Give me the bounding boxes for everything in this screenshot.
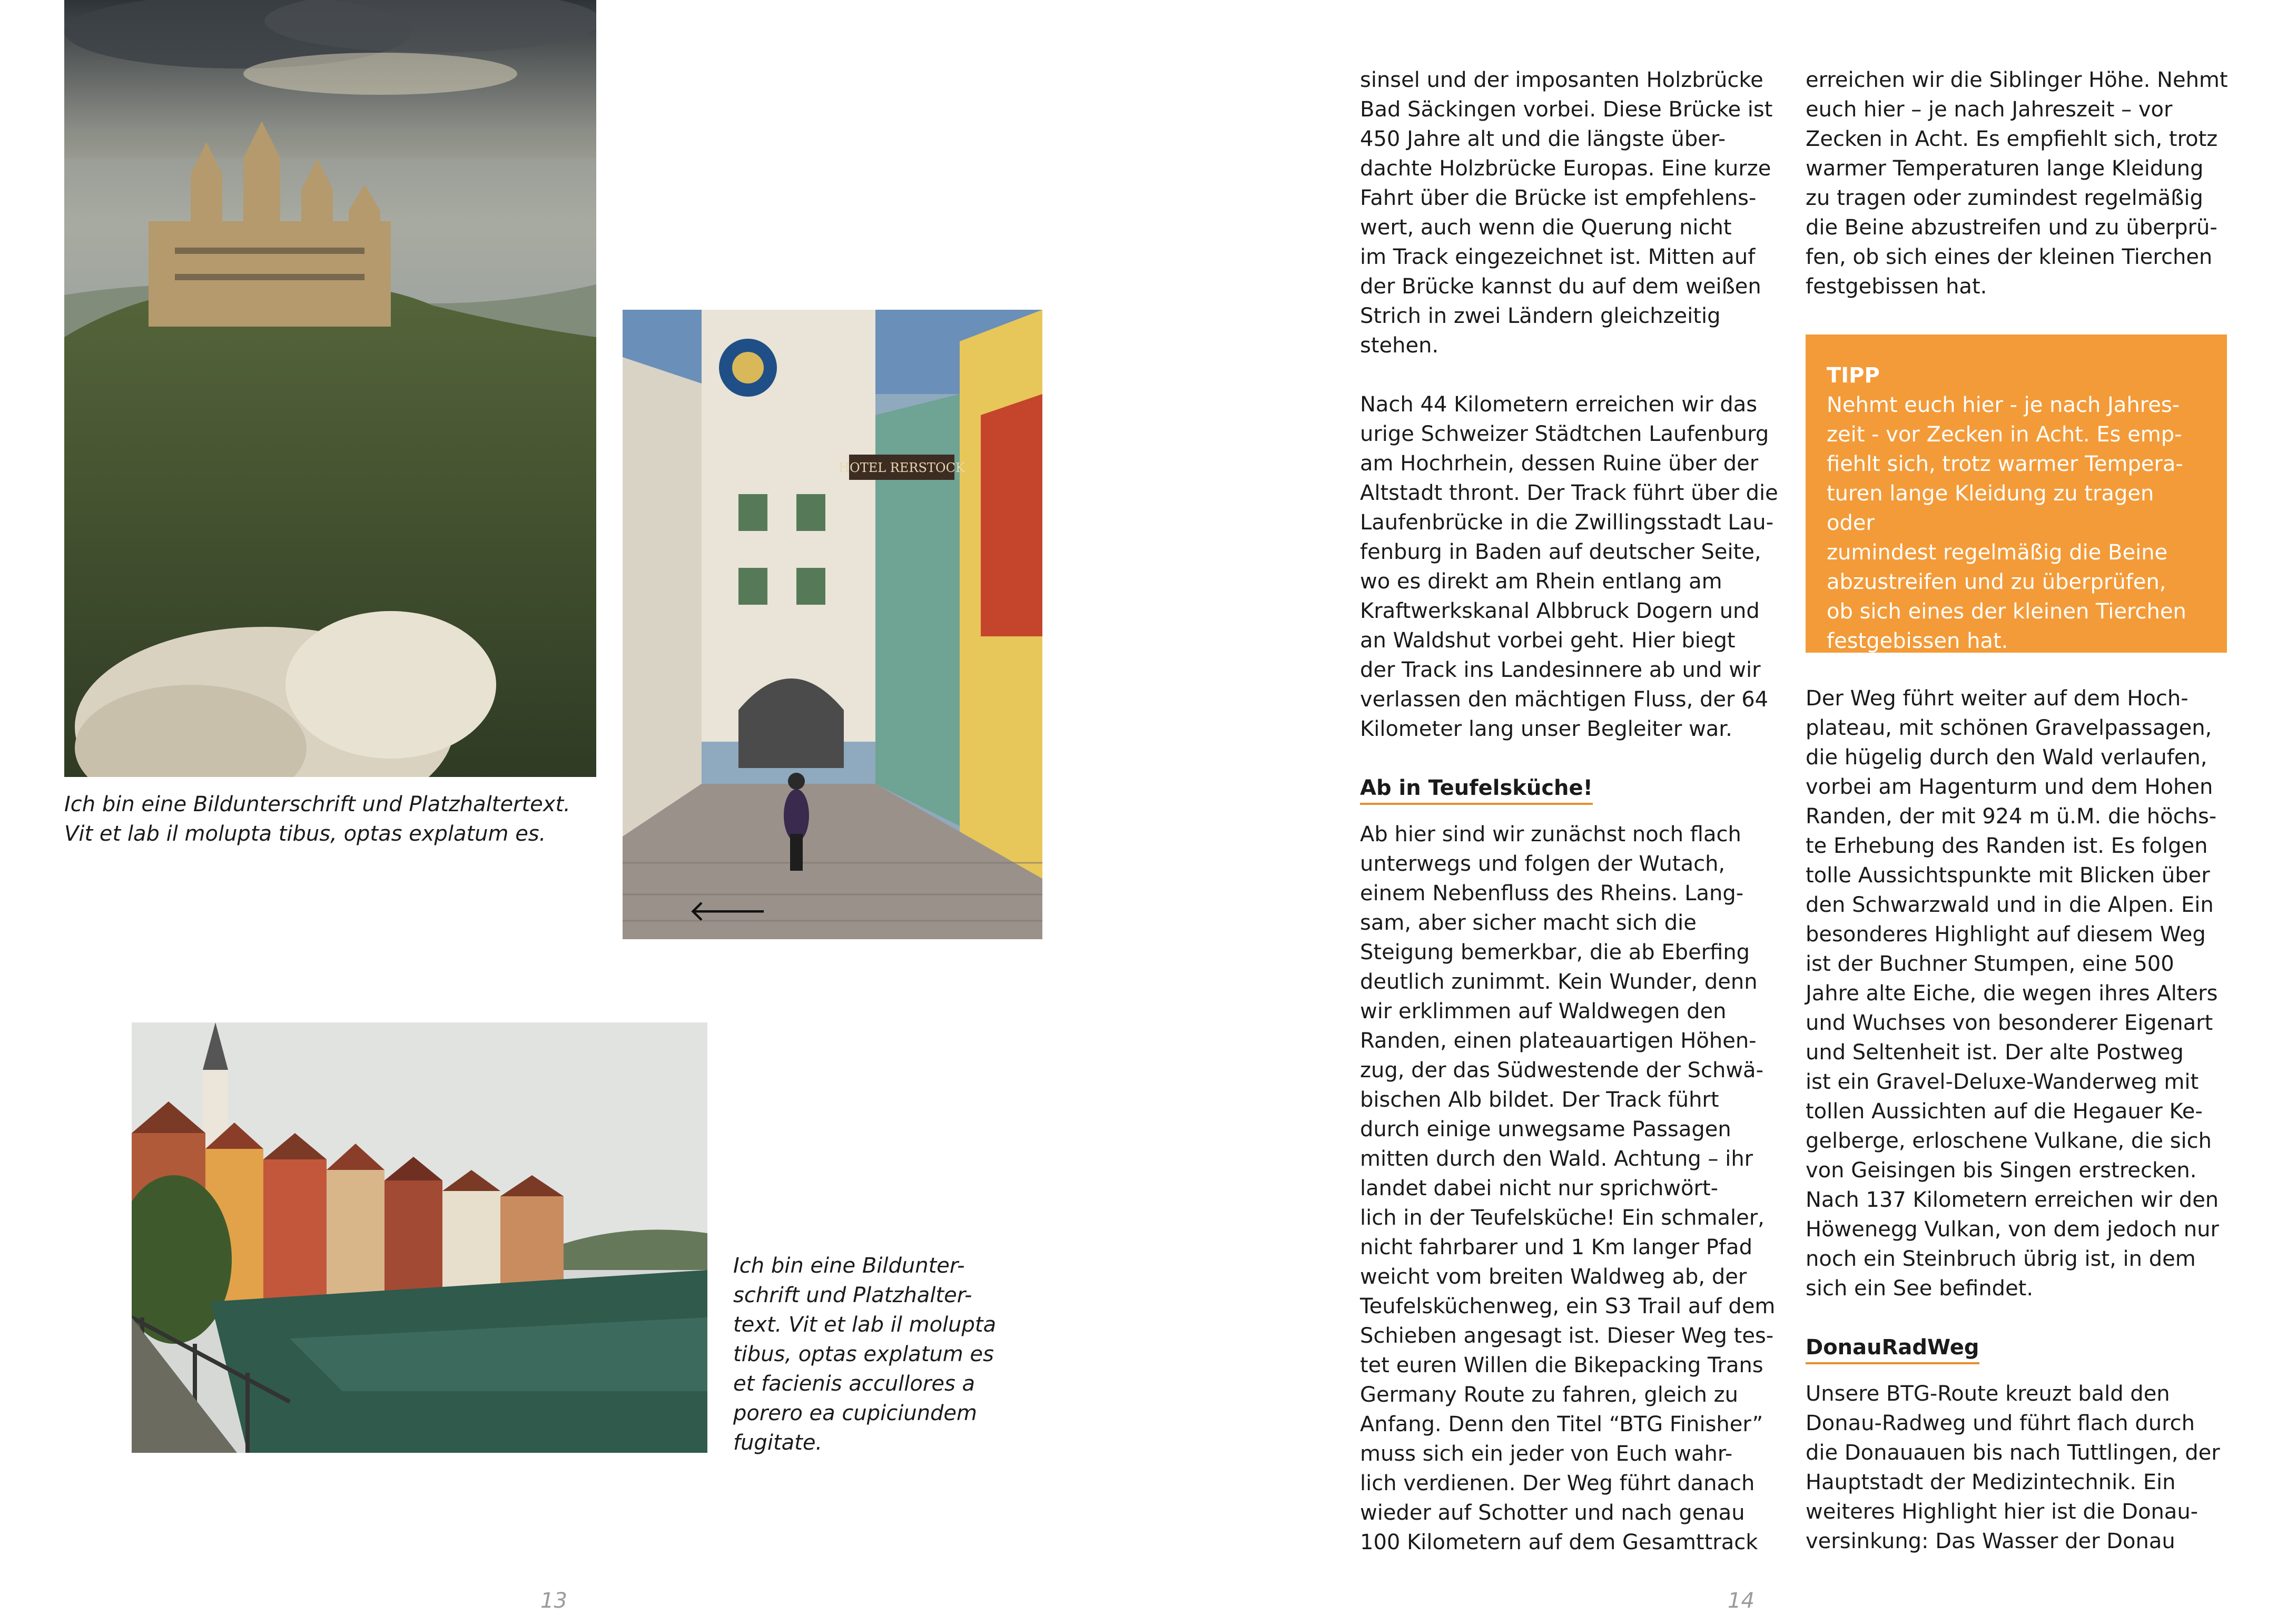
left-page [0,0,1138,1624]
paragraph-hochplateau: Der Weg führt weiter auf dem Hoch- plateau, mit schönen Gravelpassagen, die hügelig durch den Wald verlaufen, vorbei am Hagenturm und dem Hohen Randen, der mit 924 m ü.M. die höchs- te Erhebung des Randen ist. Es folgen tolle Aussichtspunkte mit Blicken über den Schwarzwald und in die Alpen. Ein besonderes Highlight auf diesem Weg ist der Buchner Stumpen, eine 500 Jahre alte Eiche, die wegen ihres Alters und Wuchses von besonderer Eigenart und Seltenheit ist. Der alte Postweg ist ein Gravel-Deluxe-Wanderweg mit tollen Aussichten auf die Hegauer Ke- gelberge, erloschene Vulkane, die sich von Geisingen bis Singen erstrecken. Nach 137 Kilometern erreichen wir den Höwenegg Vulkan, von dem jedoch nur noch ein Steinbruch übrig ist, in dem sich ein See befindet. [1806,686,2219,1301]
paragraph-siblinger-hoehe: erreichen wir die Siblinger Höhe. Nehmt euch hier – je nach Jahreszeit – vor Zecken in Acht. Es empfiehlt sich, trotz warmer Temperaturen lange Kleidung zu tragen oder zumindest regelmäßig die Beine abzustreifen und zu überprü- fen, ob sich eines der kleinen Tierchen festgebissen hat. [1806,68,2228,299]
caption-river-town: Ich bin eine Bildunter- schrift und Platzhalter- text. Vit et lab il molupta tibus, optas explatum es et facienis accullores a porero ea cupiciundem fugitate. [733,1254,997,1455]
paragraph-laufenburg: Nach 44 Kilometern erreichen wir das urige Schweizer Städtchen Laufenburg am Hochrhein, dessen Ruine über der Altstadt thront. Der Track führt über die Laufenbrücke in die Zwillingsstadt Lau- fenburg in Baden auf deutscher Seite, wo es direkt am Rhein entlang am Kraftwerkskanal Albbruck Dogern und an Waldshut vorbei geht. Hier biegt der Track ins Landesinnere ab und wir verlassen den mächtigen Fluss, der 64 Kilometer lang unser Begleiter war. [1360,392,1778,741]
text-column-2 [1806,65,2232,301]
street-photo [623,310,1042,939]
castle-photo [64,0,596,777]
hotel-sign-text: HOTEL RERSTOCK [839,460,965,475]
tip-title: TIPP [1827,363,1880,388]
text-column-2-continued [1806,684,2232,1556]
paragraph-bridge: sinsel und der imposanten Holzbrücke Bad Säckingen vorbei. Diese Brücke ist 450 Jahre alt und die längste über- dachte Holzbrücke Europas. Eine kurze Fahrt über die Brücke ist empfehlens- wert, auch wenn die Querung nicht im Track eingezeichnet ist. Mitten auf der Brücke kannst du auf dem weißen Strich in zwei Ländern gleichzeitig stehen. [1360,68,1773,358]
page-number-left: 13 [540,1589,567,1613]
tip-body: Nehmt euch hier - je nach Jahres- zeit - vor Zecken in Acht. Es emp- fiehlt sich, trotz warmer Tempera- turen lange Kleidung zu tragen oder zumindest regelmäßig die Beine abzustreifen und zu überprüfen, ob sich eines der kleinen Tierchen festgebissen hat. [1827,393,2186,653]
right-page [1139,0,2277,1624]
heading-donauradweg: DonauRadWeg [1806,1333,1979,1364]
text-column-1 [1360,65,1781,1557]
river-town-photo [132,1022,707,1453]
heading-teufelskueche: Ab in Teufelsküche! [1360,773,1593,805]
caption-castle: Ich bin eine Bildunterschrift und Platzhaltertext. Vit et lab il molupta tibus, optas explatum es. [64,792,570,846]
paragraph-donau: Unsere BTG-Route kreuzt bald den Donau-Radweg und führt flach durch die Donauauen bis nach Tuttlingen, der Hauptstadt der Medizintechnik. Ein weiteres Highlight hier ist die Donau- versinkung: Das Wasser der Donau [1806,1382,2220,1553]
paragraph-wutach: Ab hier sind wir zunächst noch flach unterwegs und folgen der Wutach, einem Nebenfluss des Rheins. Lang- sam, aber sicher macht sich die Steigung bemerkbar, die ab Eberfing deutlich zunimmt. Kein Wunder, denn wir erklimmen auf Waldwegen den Randen, einen plateauartigen Höhen- zug, der das Südwestende der Schwä- bischen Alb bildet. Der Track führt durch einige unwegsame Passagen mitten durch den Wald. Achtung – ihr landet dabei nicht nur sprichwört- lich in der Teufelsküche! Ein schmaler, nicht fahrbarer und 1 Km langer Pfad weicht vom breiten Waldweg ab, der Teufelsküchenweg, ein S3 Trail auf dem Schieben angesagt ist. Dieser Weg tes- tet euren Willen die Bikepacking Trans Germany Route zu fahren, gleich zu Anfang. Denn den Titel “BTG Finisher” muss sich ein jeder von Euch wahr- lich verdienen. Der Weg führt danach wieder auf Schotter und nach genau 100 Kilometern auf dem Gesamttrack [1360,822,1776,1554]
back-arrow-glyph: 🡐 [688,894,768,928]
page-number-right: 14 [1728,1589,1754,1613]
tip-box [1806,334,2227,653]
